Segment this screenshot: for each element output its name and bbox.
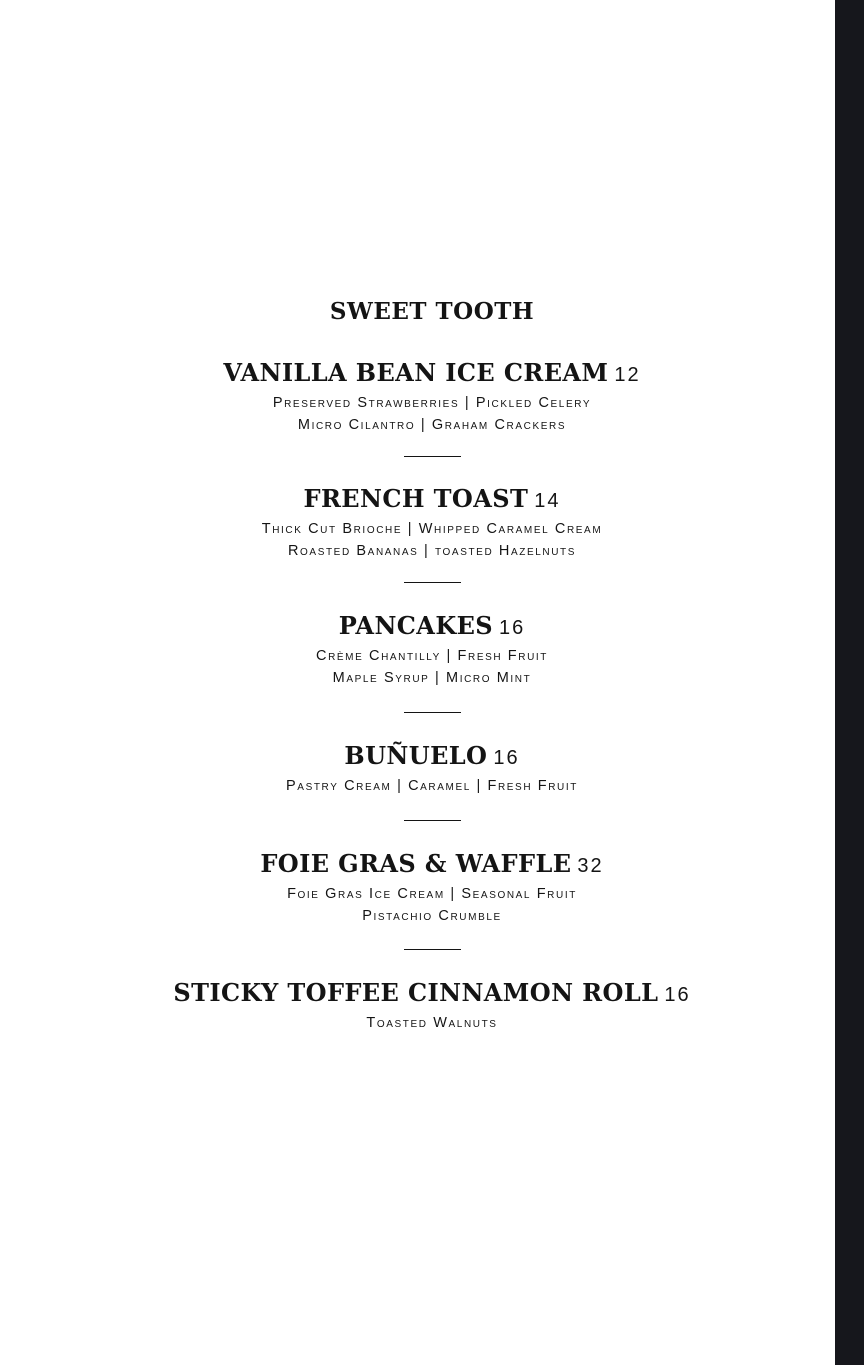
item-description-line: Micro Cilantro | Graham Crackers <box>297 417 567 433</box>
item-heading <box>0 978 864 1012</box>
item-heading <box>0 611 864 645</box>
item-price: 16 <box>499 617 526 639</box>
dessert-menu <box>0 297 864 1034</box>
item-heading <box>0 849 864 883</box>
item-name: PANCAKES <box>338 611 494 640</box>
item-description-line: Roasted Bananas | toasted Hazelnuts <box>287 543 576 559</box>
item-divider <box>404 820 461 821</box>
item-heading <box>0 484 864 518</box>
item-price: 12 <box>614 364 641 386</box>
item-divider <box>404 582 461 583</box>
menu-item-foie-gras-and-waffle <box>0 849 864 927</box>
item-description-line: Foie Gras Ice Cream | Seasonal Fruit <box>287 886 577 902</box>
menu-item-sticky-toffee-cinnamon-roll <box>0 978 864 1034</box>
section-title: SWEET TOOTH <box>329 298 535 325</box>
item-name: BUÑUELO <box>344 741 488 770</box>
item-description-line: Pastry Cream | Caramel | Fresh Fruit <box>286 778 578 794</box>
item-description-line: Pistachio Crumble <box>362 908 502 924</box>
menu-item-pancakes <box>0 611 864 689</box>
item-divider <box>404 712 461 713</box>
item-description-line: Crème Chantilly | Fresh Fruit <box>316 648 548 664</box>
item-divider <box>404 456 461 457</box>
item-name: VANILLA BEAN ICE CREAM <box>223 358 609 387</box>
menu-item-french-toast <box>0 484 864 562</box>
item-description-line: Thick Cut Brioche | Whipped Caramel Cream <box>261 521 603 537</box>
item-name: FRENCH TOAST <box>303 484 529 513</box>
item-price: 32 <box>577 855 604 877</box>
item-price: 16 <box>664 984 691 1006</box>
item-divider <box>404 949 461 950</box>
item-name: STICKY TOFFEE CINNAMON ROLL <box>173 978 659 1007</box>
item-heading <box>0 358 864 392</box>
item-name: FOIE GRAS & WAFFLE <box>260 849 572 878</box>
menu-item-bunuelo <box>0 741 864 797</box>
item-heading <box>0 741 864 775</box>
item-description-line: Maple Syrup | Micro Mint <box>332 670 532 686</box>
item-description-line: Toasted Walnuts <box>366 1015 498 1031</box>
menu-item-vanilla-bean-ice-cream <box>0 358 864 436</box>
item-price: 16 <box>493 747 520 769</box>
item-description-line: Preserved Strawberries | Pickled Celery <box>272 395 592 411</box>
item-price: 14 <box>534 490 561 512</box>
